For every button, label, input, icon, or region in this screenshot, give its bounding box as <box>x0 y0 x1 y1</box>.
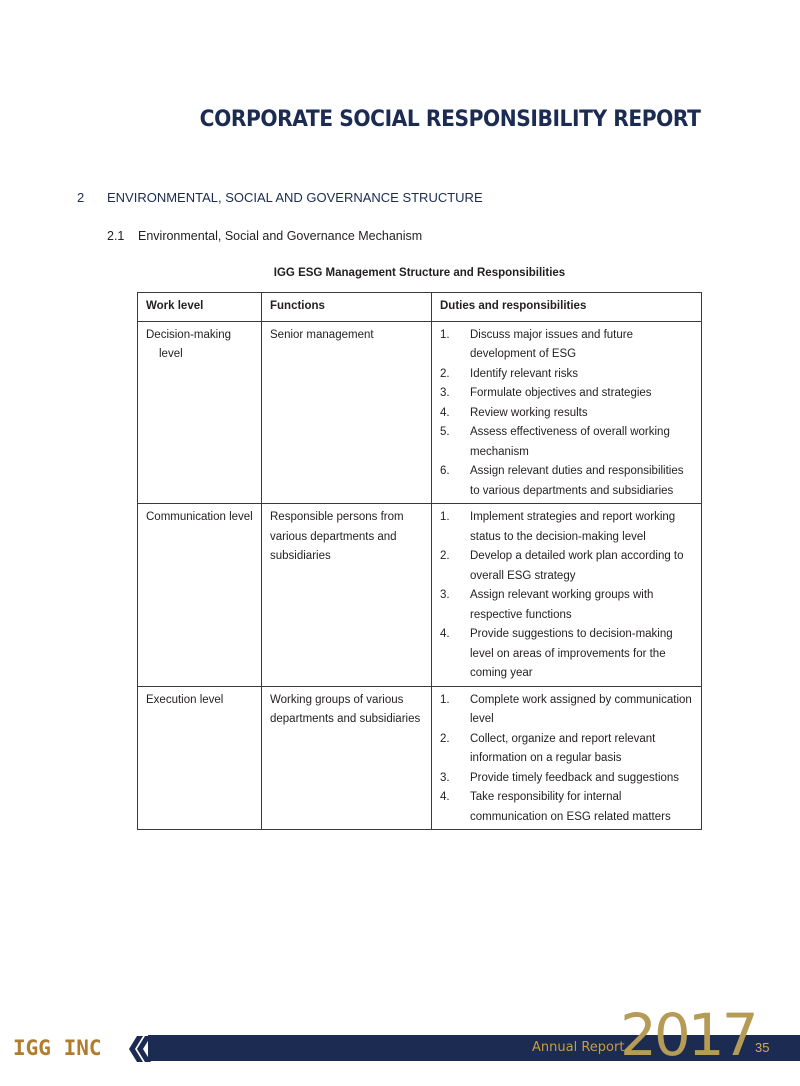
duty-item <box>440 769 693 789</box>
duty-text: Assess effectiveness of overall working mechanism <box>470 426 670 458</box>
esg-structure-table <box>137 292 702 830</box>
table-row <box>138 504 702 687</box>
work-level-cell <box>138 321 262 504</box>
duty-number: 1. <box>440 511 450 523</box>
report-title: CORPORATE SOCIAL RESPONSIBILITY REPORT <box>200 106 701 132</box>
duty-number: 1. <box>440 328 450 341</box>
duties-cell <box>432 686 702 830</box>
duty-number: 2. <box>440 367 450 380</box>
duty-item <box>440 547 693 586</box>
function-cell: Working groups of various departments and subsidiaries <box>262 686 432 830</box>
duty-item <box>440 423 693 462</box>
duty-item <box>440 508 693 547</box>
duty-item <box>440 691 693 730</box>
duty-number: 3. <box>440 387 450 399</box>
table-caption: IGG ESG Management Structure and Responsibilities <box>273 267 566 279</box>
duty-text: Identify relevant risks <box>470 367 579 380</box>
duty-item <box>440 365 693 385</box>
table-row <box>138 686 702 830</box>
duty-number: 6. <box>440 465 450 477</box>
header-work-level: Work level <box>138 293 262 322</box>
work-level-cell <box>138 504 262 687</box>
annual-report-label: Annual Report <box>532 1040 625 1055</box>
duty-text: Implement strategies and report working status to the decision-making level <box>470 511 676 543</box>
header-functions: Functions <box>262 293 432 322</box>
section-number: 2 <box>77 190 85 205</box>
company-logo: IGG INC <box>13 1036 102 1060</box>
header-duties: Duties and responsibilities <box>432 293 702 322</box>
duty-text: Assign relevant duties and responsibilities to various departments and subsidiaries <box>470 465 684 497</box>
subsection-title: Environmental, Social and Governance Mechanism <box>138 229 423 243</box>
table-header-row <box>138 293 702 322</box>
section-title: ENVIRONMENTAL, SOCIAL AND GOVERNANCE STRUCTURE <box>107 190 483 205</box>
duty-text: Discuss major issues and future development of ESG <box>470 328 633 360</box>
work-level-label: Communication level <box>146 511 253 523</box>
work-level-cell <box>138 686 262 830</box>
duty-item <box>440 625 693 684</box>
section-heading <box>77 190 483 205</box>
duties-list <box>440 691 693 828</box>
duty-item <box>440 730 693 769</box>
duties-cell <box>432 504 702 687</box>
duty-text: Provide timely feedback and suggestions <box>470 771 680 784</box>
duty-text: Develop a detailed work plan according to overall ESG strategy <box>470 550 684 582</box>
duty-number: 2. <box>440 732 450 745</box>
subsection-heading <box>107 229 422 243</box>
duty-number: 4. <box>440 406 450 419</box>
page-number: 35 <box>755 1040 770 1055</box>
report-year: 2017 <box>620 1001 756 1069</box>
duty-text: Provide suggestions to decision-making level on areas of improvements for the coming year <box>470 628 673 679</box>
duty-text: Formulate objectives and strategies <box>470 387 652 399</box>
duty-text: Complete work assigned by communication level <box>470 693 692 725</box>
duty-number: 1. <box>440 693 450 706</box>
duty-text: Take responsibility for internal communication on ESG related matters <box>470 791 671 823</box>
duty-item <box>440 788 693 827</box>
duty-item <box>440 384 693 404</box>
function-cell: Senior management <box>262 321 432 504</box>
duty-number: 2. <box>440 550 450 562</box>
duty-number: 4. <box>440 791 450 803</box>
duty-item <box>440 404 693 424</box>
duty-text: Review working results <box>470 406 588 419</box>
duties-cell <box>432 321 702 504</box>
duty-number: 3. <box>440 771 450 784</box>
duty-number: 3. <box>440 589 450 601</box>
work-level-label: Execution level <box>146 693 224 706</box>
function-cell: Responsible persons from various departments and subsidiaries <box>262 504 432 687</box>
table-row <box>138 321 702 504</box>
duties-list <box>440 326 693 502</box>
work-level-label: Decision-making level <box>146 328 232 360</box>
duty-item <box>440 326 693 365</box>
duty-number: 5. <box>440 426 450 438</box>
duty-text: Assign relevant working groups with respective functions <box>470 589 654 621</box>
subsection-number: 2.1 <box>107 229 125 243</box>
duty-number: 4. <box>440 628 450 640</box>
duties-list <box>440 508 693 684</box>
duty-item <box>440 586 693 625</box>
duty-item <box>440 462 693 501</box>
duty-text: Collect, organize and report relevant information on a regular basis <box>470 732 656 764</box>
